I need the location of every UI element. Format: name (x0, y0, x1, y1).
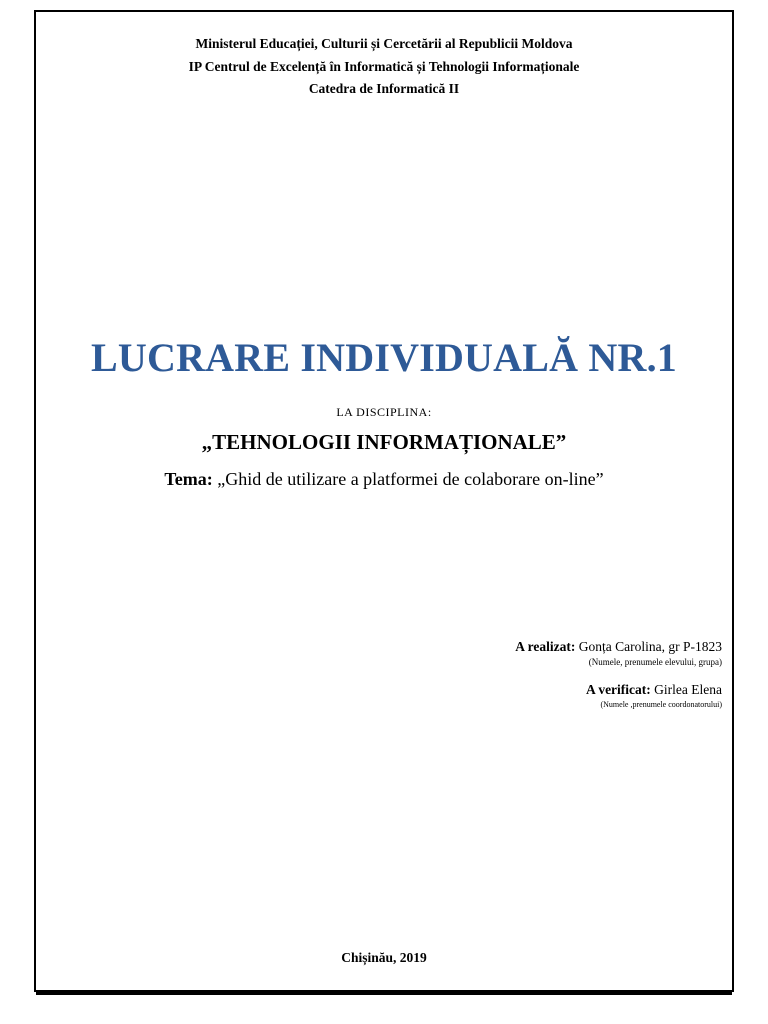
document-title: LUCRARE INDIVIDUALĂ NR.1 (91, 335, 677, 380)
department-name: Catedra de Informatică II (308, 81, 460, 96)
institution-name: IP Centrul de Excelență în Informatică și Tehnologii Informaționale (188, 58, 580, 74)
verifier-block (586, 681, 722, 710)
author-label: A realizat: (515, 639, 576, 654)
institution-header (34, 33, 734, 101)
page-border (34, 10, 734, 992)
verifier-value: Girlea Elena (654, 682, 722, 697)
discipline-label: LA DISCIPLINA: (336, 405, 432, 419)
verifier-line (586, 681, 722, 699)
place-and-year: Chișinău, 2019 (341, 950, 427, 965)
ministry-name: Ministerul Educației, Culturii și Cercetării al Republicii Moldova (195, 36, 573, 51)
topic-text: „Ghid de utilizare a platformei de colaborare on-line” (217, 469, 604, 489)
author-line (515, 638, 722, 656)
author-note: (Numele, prenumele elevului, grupa) (588, 657, 722, 667)
topic-line (34, 469, 734, 490)
verifier-note: (Numele ,prenumele coordonatorului) (600, 700, 722, 709)
topic-label: Tema: (164, 469, 213, 489)
author-value: Gonța Carolina, gr P-1823 (578, 639, 722, 654)
author-block (515, 638, 722, 668)
verifier-label: A verificat: (585, 682, 651, 697)
discipline-name: „TEHNOLOGII INFORMAȚIONALE” (201, 430, 567, 454)
